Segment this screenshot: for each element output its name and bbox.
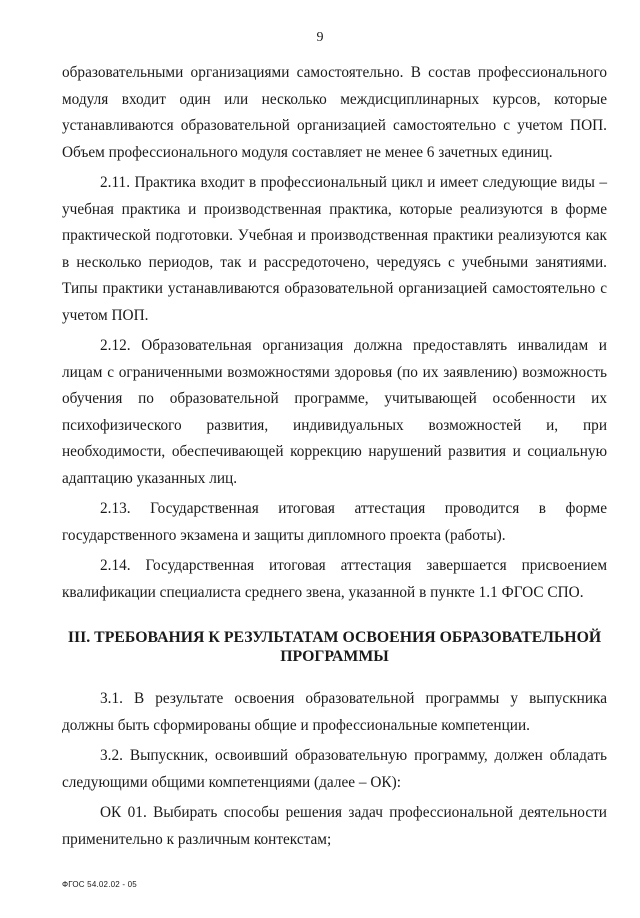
paragraph-3-1: 3.1. В результате освоения образовательной программы у выпускника должны быть сформированы общие и профессиональные компетенции. bbox=[62, 690, 607, 734]
footer-code: ФГОС 54.02.02 - 05 bbox=[62, 880, 137, 889]
paragraph-3-2: 3.2. Выпускник, освоивший образовательную программу, должен обладать следующими общими компетенциями (далее – ОК): bbox=[62, 747, 607, 791]
paragraph-2-13: 2.13. Государственная итоговая аттестация проводится в форме государственного экзамена и защиты дипломного проекта (работы). bbox=[62, 500, 607, 544]
page-number: 9 bbox=[316, 30, 324, 45]
paragraph-2-12: 2.12. Образовательная организация должна предоставлять инвалидам и лицам с ограниченными возможностями здоровья (по их заявлению) возможность обучения по образовательной программе, учитывающей особенности их психофизического развития, индивидуальных возможностей и, при необходимости, обеспечивающей коррекцию нарушений развития и социальную адаптацию указанных лиц. bbox=[62, 337, 607, 487]
paragraph-2-11: 2.11. Практика входит в профессиональный цикл и имеет следующие виды – учебная практика и производственная практика, которые реализуются в форме практической подготовки. Учебная и производственная практики реализуются как в несколько периодов, так и рассредоточено, чередуясь с учебными занятиями. Типы практики устанавливаются образовательной организацией самостоятельно с учетом ПОП. bbox=[62, 174, 607, 324]
paragraph-2-14: 2.14. Государственная итоговая аттестация завершается присвоением квалификации специалиста среднего звена, указанной в пункте 1.1 ФГОС СПО. bbox=[62, 557, 607, 601]
section-heading: III. ТРЕБОВАНИЯ К РЕЗУЛЬТАТАМ ОСВОЕНИЯ ОБРАЗОВАТЕЛЬНОЙ ПРОГРАММЫ bbox=[67, 629, 602, 665]
document-body bbox=[62, 60, 607, 857]
paragraph-ok-01: ОК 01. Выбирать способы решения задач профессиональной деятельности применительно к различным контекстам; bbox=[62, 804, 607, 848]
paragraph-continuation: образовательными организациями самостоятельно. В состав профессионального модуля входит один или несколько междисциплинарных курсов, которые устанавливаются образовательной организацией самостоятельно с учетом ПОП. Объем профессионального модуля составляет не менее 6 зачетных единиц. bbox=[62, 64, 607, 161]
